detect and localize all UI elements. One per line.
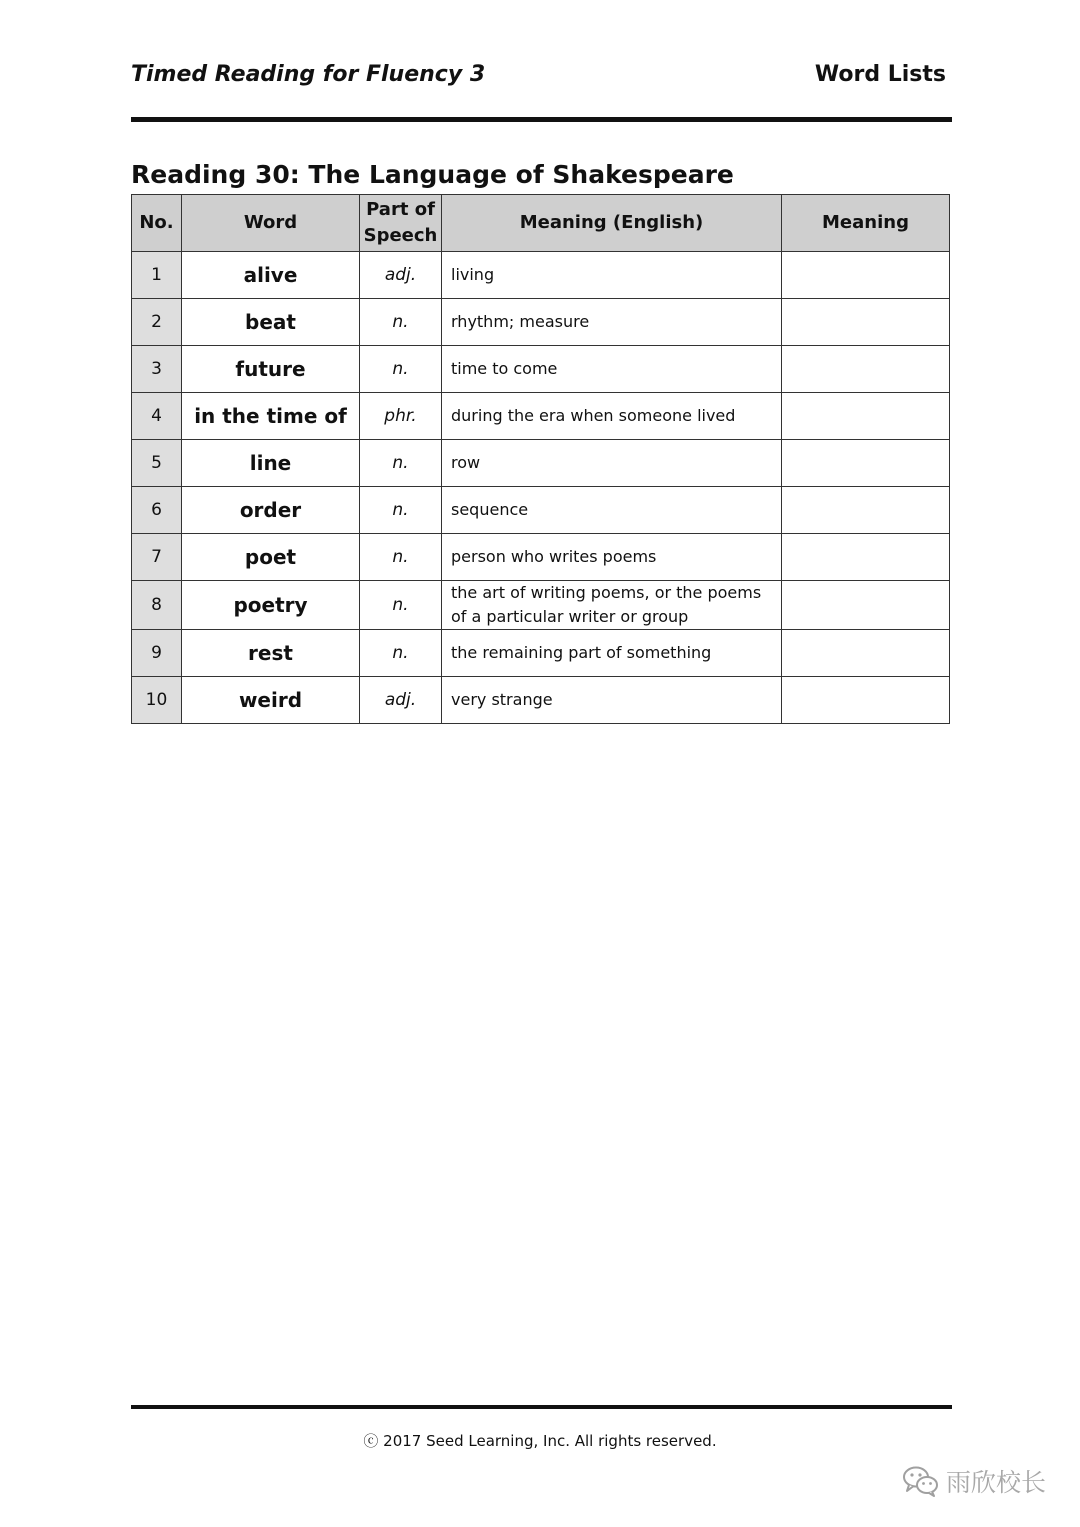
row-meaning-blank bbox=[782, 252, 950, 299]
table-row bbox=[132, 346, 950, 393]
row-number: 4 bbox=[132, 393, 182, 440]
header-rule bbox=[131, 117, 952, 122]
row-part-of-speech: phr. bbox=[360, 393, 442, 440]
row-meaning-english: row bbox=[442, 440, 782, 487]
row-word: rest bbox=[182, 630, 360, 677]
row-number: 1 bbox=[132, 252, 182, 299]
row-word: order bbox=[182, 487, 360, 534]
row-number: 9 bbox=[132, 630, 182, 677]
row-word: future bbox=[182, 346, 360, 393]
row-number: 8 bbox=[132, 581, 182, 630]
footer-rule bbox=[131, 1405, 952, 1409]
row-meaning-blank bbox=[782, 487, 950, 534]
table-row bbox=[132, 440, 950, 487]
row-part-of-speech: adj. bbox=[360, 677, 442, 724]
table-row bbox=[132, 393, 950, 440]
row-meaning-english: the art of writing poems, or the poems of a particular writer or group bbox=[442, 581, 782, 630]
row-meaning-english: very strange bbox=[442, 677, 782, 724]
row-word: line bbox=[182, 440, 360, 487]
watermark-text: 雨欣校长 bbox=[945, 1468, 1046, 1497]
row-meaning-blank bbox=[782, 581, 950, 630]
word-list-table bbox=[131, 194, 950, 724]
table-header-row bbox=[132, 195, 950, 252]
row-word: poet bbox=[182, 534, 360, 581]
row-part-of-speech: n. bbox=[360, 534, 442, 581]
book-title: Timed Reading for Fluency 3 bbox=[131, 62, 486, 87]
table-row bbox=[132, 581, 950, 630]
row-word: in the time of bbox=[182, 393, 360, 440]
row-meaning-blank bbox=[782, 393, 950, 440]
row-number: 2 bbox=[132, 299, 182, 346]
row-part-of-speech: n. bbox=[360, 581, 442, 630]
column-header-meaning: Meaning bbox=[782, 195, 950, 252]
row-number: 6 bbox=[132, 487, 182, 534]
copyright-notice: ⓒ 2017 Seed Learning, Inc. All rights reserved. bbox=[363, 1432, 717, 1450]
row-part-of-speech: n. bbox=[360, 630, 442, 677]
row-meaning-blank bbox=[782, 346, 950, 393]
row-number: 10 bbox=[132, 677, 182, 724]
column-header-word: Word bbox=[182, 195, 360, 252]
pos-header-line2: Speech bbox=[363, 225, 438, 246]
reading-title: Reading 30: The Language of Shakespeare bbox=[131, 160, 734, 189]
row-meaning-english: during the era when someone lived bbox=[442, 393, 782, 440]
row-word: alive bbox=[182, 252, 360, 299]
page-header bbox=[131, 62, 946, 96]
table-row bbox=[132, 252, 950, 299]
table-row bbox=[132, 534, 950, 581]
row-meaning-blank bbox=[782, 677, 950, 724]
row-meaning-blank bbox=[782, 299, 950, 346]
row-meaning-english: sequence bbox=[442, 487, 782, 534]
row-word: weird bbox=[182, 677, 360, 724]
pos-header-line1: Part of bbox=[366, 199, 435, 220]
row-part-of-speech: n. bbox=[360, 440, 442, 487]
row-meaning-english: living bbox=[442, 252, 782, 299]
row-number: 3 bbox=[132, 346, 182, 393]
table-row bbox=[132, 677, 950, 724]
column-header-meaning-english: Meaning (English) bbox=[442, 195, 782, 252]
table-row bbox=[132, 299, 950, 346]
row-part-of-speech: adj. bbox=[360, 252, 442, 299]
row-part-of-speech: n. bbox=[360, 346, 442, 393]
row-word: beat bbox=[182, 299, 360, 346]
row-part-of-speech: n. bbox=[360, 299, 442, 346]
column-header-part-of-speech bbox=[360, 195, 442, 252]
table-row bbox=[132, 487, 950, 534]
row-number: 5 bbox=[132, 440, 182, 487]
row-number: 7 bbox=[132, 534, 182, 581]
row-meaning-english: rhythm; measure bbox=[442, 299, 782, 346]
column-header-no: No. bbox=[132, 195, 182, 252]
table-row bbox=[132, 630, 950, 677]
row-meaning-blank bbox=[782, 440, 950, 487]
section-title: Word Lists bbox=[814, 62, 946, 87]
watermark bbox=[902, 1462, 1046, 1500]
row-word: poetry bbox=[182, 581, 360, 630]
row-meaning-english: person who writes poems bbox=[442, 534, 782, 581]
wechat-icon bbox=[902, 1465, 940, 1497]
row-meaning-blank bbox=[782, 534, 950, 581]
row-meaning-blank bbox=[782, 630, 950, 677]
row-meaning-english: the remaining part of something bbox=[442, 630, 782, 677]
row-meaning-english: time to come bbox=[442, 346, 782, 393]
row-part-of-speech: n. bbox=[360, 487, 442, 534]
